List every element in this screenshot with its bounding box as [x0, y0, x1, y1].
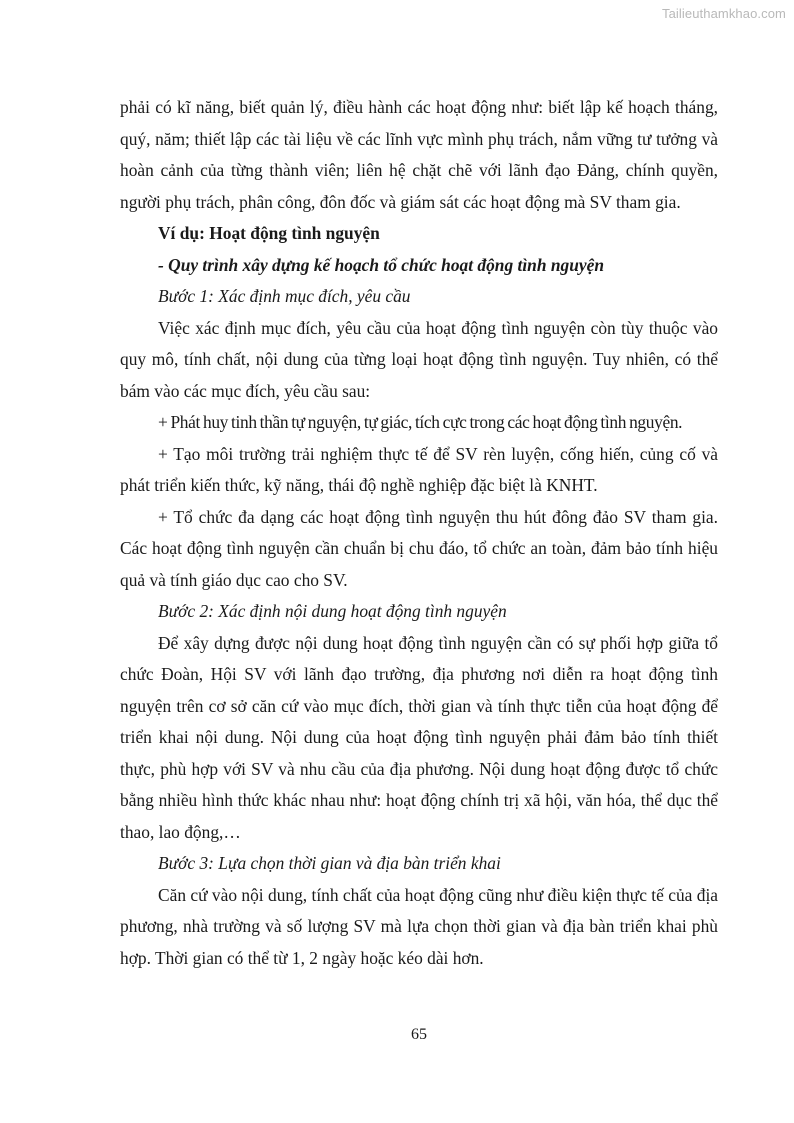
body-paragraph: Việc xác định mục đích, yêu cầu của hoạt động tình nguyện còn tùy thuộc vào quy mô, tính chất, nội dung của từng loại hoạt động tình nguyện. Tuy nhiên, có thể bám vào các mục đích, yêu cầu sau: [120, 317, 718, 401]
body-paragraph: Căn cứ vào nội dung, tính chất của hoạt động cũng như điều kiện thực tế của địa phương, nhà trường và số lượng SV mà lựa chọn thời gian và địa bàn triển khai phù hợp. Thời gian có thể từ 1, 2 ngày hoặc kéo dài hơn. [120, 884, 718, 968]
body-paragraph: phải có kĩ năng, biết quản lý, điều hành các hoạt động như: biết lập kế hoạch tháng, quý, năm; thiết lập các tài liệu về các lĩnh vực mình phụ trách, nắm vững tư tưởng và hoàn cảnh của từng thành viên; liên hệ chặt chẽ với lãnh đạo Đảng, chính quyền, người phụ trách, phân công, đôn đốc và giám sát các hoạt động mà SV tham gia. [120, 97, 718, 212]
step-1-heading: Bước 1: Xác định mục đích, yêu cầu [158, 286, 411, 306]
process-heading: - Quy trình xây dựng kế hoạch tổ chức hoạt động tình nguyện [158, 254, 605, 275]
list-item: + Tạo môi trường trải nghiệm thực tế để SV rèn luyện, cống hiến, củng cố và phát triển kiến thức, kỹ năng, thái độ nghề nghiệp đặc biệt là KNHT. [120, 443, 718, 495]
body-paragraph: Để xây dựng được nội dung hoạt động tình nguyện cần có sự phối hợp giữa tổ chức Đoàn, Hội SV với lãnh đạo trường, địa phương nơi diễn ra hoạt động tình nguyện trên cơ sở căn cứ vào mục đích, thời gian và tính thực tiễn của hoạt động để triển khai nội dung. Nội dung của hoạt động tình nguyện phải đảm bảo tính thiết thực, phù hợp với SV và nhu cầu của địa phương. Nội dung hoạt động được tổ chức bằng nhiều hình thức khác nhau như: hoạt động chính trị xã hội, văn hóa, thể dục thể thao, lao động,… [120, 632, 718, 842]
page-number: 65 [411, 1026, 427, 1043]
step-2-heading: Bước 2: Xác định nội dung hoạt động tình nguyện [158, 601, 507, 621]
example-heading: Ví dụ: Hoạt động tình nguyện [158, 223, 380, 243]
step-3-heading: Bước 3: Lựa chọn thời gian và địa bàn triển khai [158, 853, 501, 873]
page-content [120, 92, 718, 974]
watermark: Tailieuthamkhao.com [661, 6, 786, 21]
list-item: + Tổ chức đa dạng các hoạt động tình nguyện thu hút đông đảo SV tham gia. Các hoạt động tình nguyện cần chuẩn bị chu đáo, tổ chức an toàn, đảm bảo tính hiệu quả và tính giáo dục cao cho SV. [120, 506, 718, 590]
list-item: + Phát huy tinh thần tự nguyện, tự giác, tích cực trong các hoạt động tình nguyện. [158, 412, 683, 432]
